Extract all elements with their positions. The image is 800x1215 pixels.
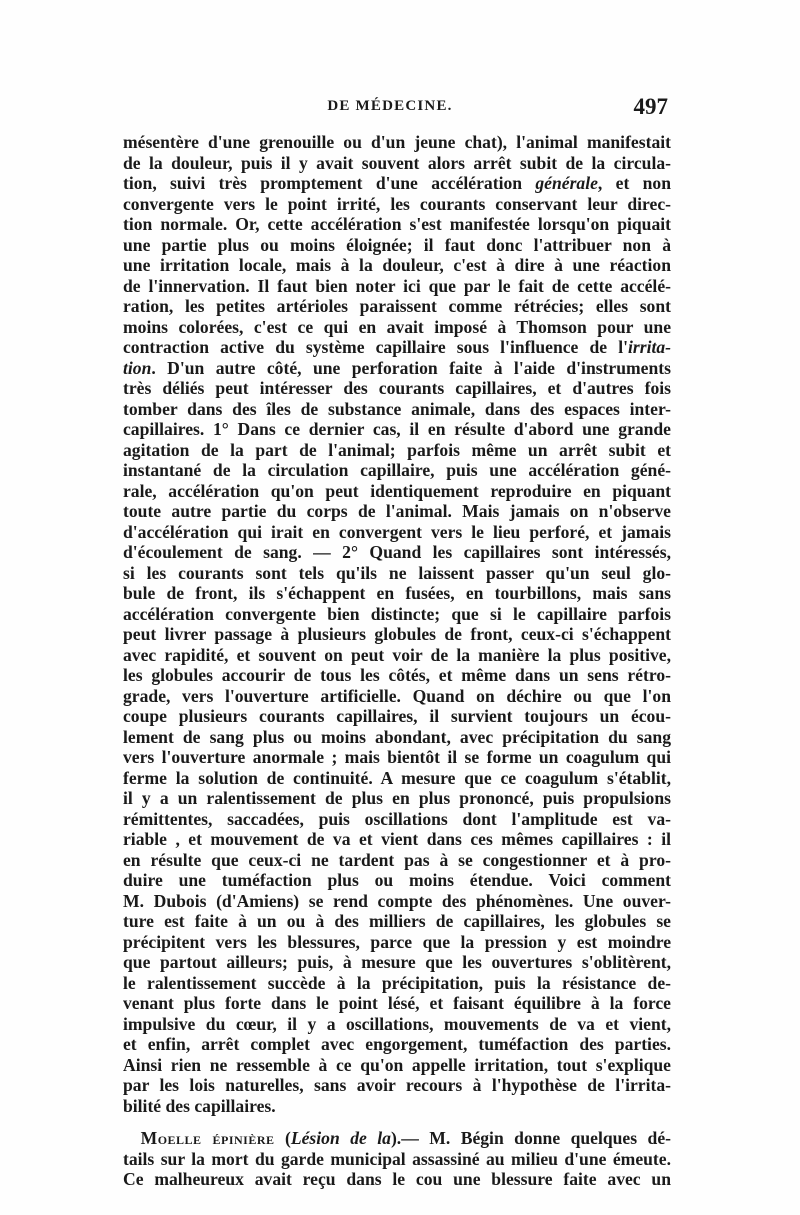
page-number: 497 bbox=[633, 94, 668, 119]
text-line: lement de sang plus ou moins abondant, avec précipitation du sang bbox=[123, 726, 671, 747]
text-line: M. Dubois (d'Amiens) se rend compte des phénomènes. Une ouver- bbox=[123, 890, 671, 911]
paragraph bbox=[123, 1128, 671, 1190]
text-line: moins colorées, c'est ce qui en avait imposé à Thomson pour une bbox=[123, 316, 671, 337]
text-line: bule de front, ils s'échappent en fusées, en tourbillons, mais sans bbox=[123, 583, 671, 603]
text-line bbox=[123, 173, 671, 194]
text-line: très déliés peut intéresser des courants capillaires, et d'autres fois bbox=[123, 378, 671, 398]
text-line: précipitent vers les blessures, parce que la pression y est moindre bbox=[123, 931, 671, 952]
paragraph bbox=[123, 132, 671, 1116]
text-line: instantané de la circulation capillaire, puis une accélération géné- bbox=[123, 460, 671, 480]
text-line: de la douleur, puis il y avait souvent alors arrêt subit de la circula- bbox=[123, 152, 671, 173]
text-line: riable , et mouvement de va et vient dans ces mêmes capillaires : il bbox=[123, 829, 671, 849]
text-line: et enfin, arrêt complet avec engorgement, tuméfaction des parties. bbox=[123, 1034, 671, 1054]
text-line: coupe plusieurs courants capillaires, il survient toujours un écou- bbox=[123, 706, 671, 726]
text-line: il y a un ralentissement de plus en plus prononcé, puis propulsions bbox=[123, 788, 671, 808]
text-line: une partie plus ou moins éloignée; il faut donc l'attribuer non à bbox=[123, 234, 671, 255]
text-line: venant plus forte dans le point lésé, et faisant équilibre à la force bbox=[123, 993, 671, 1013]
text-line: rémittentes, saccadées, puis oscillations dont l'amplitude est va- bbox=[123, 808, 671, 829]
text-line: une irritation locale, mais à la douleur, c'est à dire à une réaction bbox=[123, 255, 671, 275]
text-line: vers l'ouverture anormale ; mais bientôt il se forme un coagulum qui bbox=[123, 747, 671, 767]
text-run: , et non bbox=[597, 173, 671, 193]
body-text bbox=[123, 132, 671, 1190]
text-line: impulsive du cœur, il y a oscillations, mouvements de va et vient, bbox=[123, 1013, 671, 1034]
running-head bbox=[110, 94, 670, 124]
text-line: peut livrer passage à plusieurs globules de front, ceux-ci s'échappent bbox=[123, 624, 671, 644]
text-line: les globules accourir de tous les côtés, et même dans un sens rétro- bbox=[123, 665, 671, 685]
text-line: tomber dans des îles de substance animale, dans des espaces inter- bbox=[123, 398, 671, 419]
text-line: le ralentissement succède à la précipitation, puis la résistance de- bbox=[123, 972, 671, 993]
text-line bbox=[123, 1128, 671, 1149]
emphasis: irrita- bbox=[627, 337, 671, 357]
text-line: d'accélération qui irait en convergent vers le lieu perforé, et jamais bbox=[123, 521, 671, 542]
section-heading: Moelle épinière bbox=[140, 1128, 275, 1148]
text-line: rale, accélération qu'on peut identiquement reproduire en piquant bbox=[123, 480, 671, 501]
text-line: capillaires. 1° Dans ce dernier cas, il en résulte d'abord une grande bbox=[123, 419, 671, 439]
text-line: bilité des capillaires. bbox=[123, 1095, 276, 1116]
text-line: avec rapidité, et souvent on peut voir de la manière la plus positive, bbox=[123, 644, 671, 665]
text-line: ferme la solution de continuité. A mesure que ce coagulum s'établit, bbox=[123, 767, 671, 788]
text-line: par les lois naturelles, sans avoir recours à l'hypothèse de l'irrita- bbox=[123, 1075, 671, 1095]
text-run: — M. Bégin donne quelques dé- bbox=[401, 1128, 671, 1148]
emphasis: Lésion de la bbox=[290, 1128, 391, 1148]
text-line: que partout ailleurs; puis, à mesure que les ouvertures s'oblitèrent, bbox=[123, 952, 671, 972]
text-run: ). bbox=[390, 1128, 402, 1148]
text-line: duire une tuméfaction plus ou moins étendue. Voici comment bbox=[123, 870, 671, 890]
paragraph-gap bbox=[123, 1116, 671, 1128]
text-line: ture est faite à un ou à des milliers de capillaires, les globules se bbox=[123, 911, 671, 931]
emphasis: générale bbox=[535, 173, 598, 193]
text-line: ration, les petites artérioles paraissent comme rétrécies; elles sont bbox=[123, 296, 671, 316]
text-line: Ce malheureux avait reçu dans le cou une blessure faite avec un bbox=[123, 1169, 671, 1189]
emphasis: tion bbox=[123, 357, 152, 378]
text-run: . D'un autre côté, une perforation faite à l'aide d'instruments bbox=[151, 357, 671, 378]
running-title: DE MÉDECINE. bbox=[327, 98, 453, 114]
text-run: contraction active du système capillaire sous l'influence de l' bbox=[123, 337, 628, 357]
text-line: toute autre partie du corps de l'animal. Mais jamais on n'observe bbox=[123, 501, 671, 521]
text-line: agitation de la part de l'animal; parfois même un arrêt subit et bbox=[123, 439, 671, 460]
text-line: tion normale. Or, cette accélération s'est manifestée lorsqu'on piquait bbox=[123, 214, 671, 234]
text-line: de l'innervation. Il faut bien noter ici que par le fait de cette accélé- bbox=[123, 275, 671, 296]
text-line bbox=[123, 358, 671, 379]
text-run: ( bbox=[274, 1128, 291, 1148]
text-run: tion, suivi très promptement d'une accélération bbox=[123, 173, 523, 193]
text-line: Ainsi rien ne ressemble à ce qu'on appelle irritation, tout s'explique bbox=[123, 1054, 671, 1075]
text-line: d'écoulement de sang. — 2° Quand les capillaires sont intéressés, bbox=[123, 542, 671, 562]
text-line: accélération convergente bien distincte; que si le capillaire parfois bbox=[123, 603, 671, 624]
text-line: si les courants sont tels qu'ils ne laissent passer qu'un seul glo- bbox=[123, 562, 671, 583]
text-line: convergente vers le point irrité, les courants conservant leur direc- bbox=[123, 193, 671, 214]
text-line: en résulte que ceux-ci ne tardent pas à se congestionner et à pro- bbox=[123, 849, 671, 870]
text-line: tails sur la mort du garde municipal assassiné au milieu d'une émeute. bbox=[123, 1148, 671, 1169]
text-line: grade, vers l'ouverture artificielle. Quand on déchire ou que l'on bbox=[123, 685, 671, 706]
text-line bbox=[123, 337, 671, 358]
text-line: mésentère d'une grenouille ou d'un jeune chat), l'animal manifestait bbox=[123, 132, 671, 152]
